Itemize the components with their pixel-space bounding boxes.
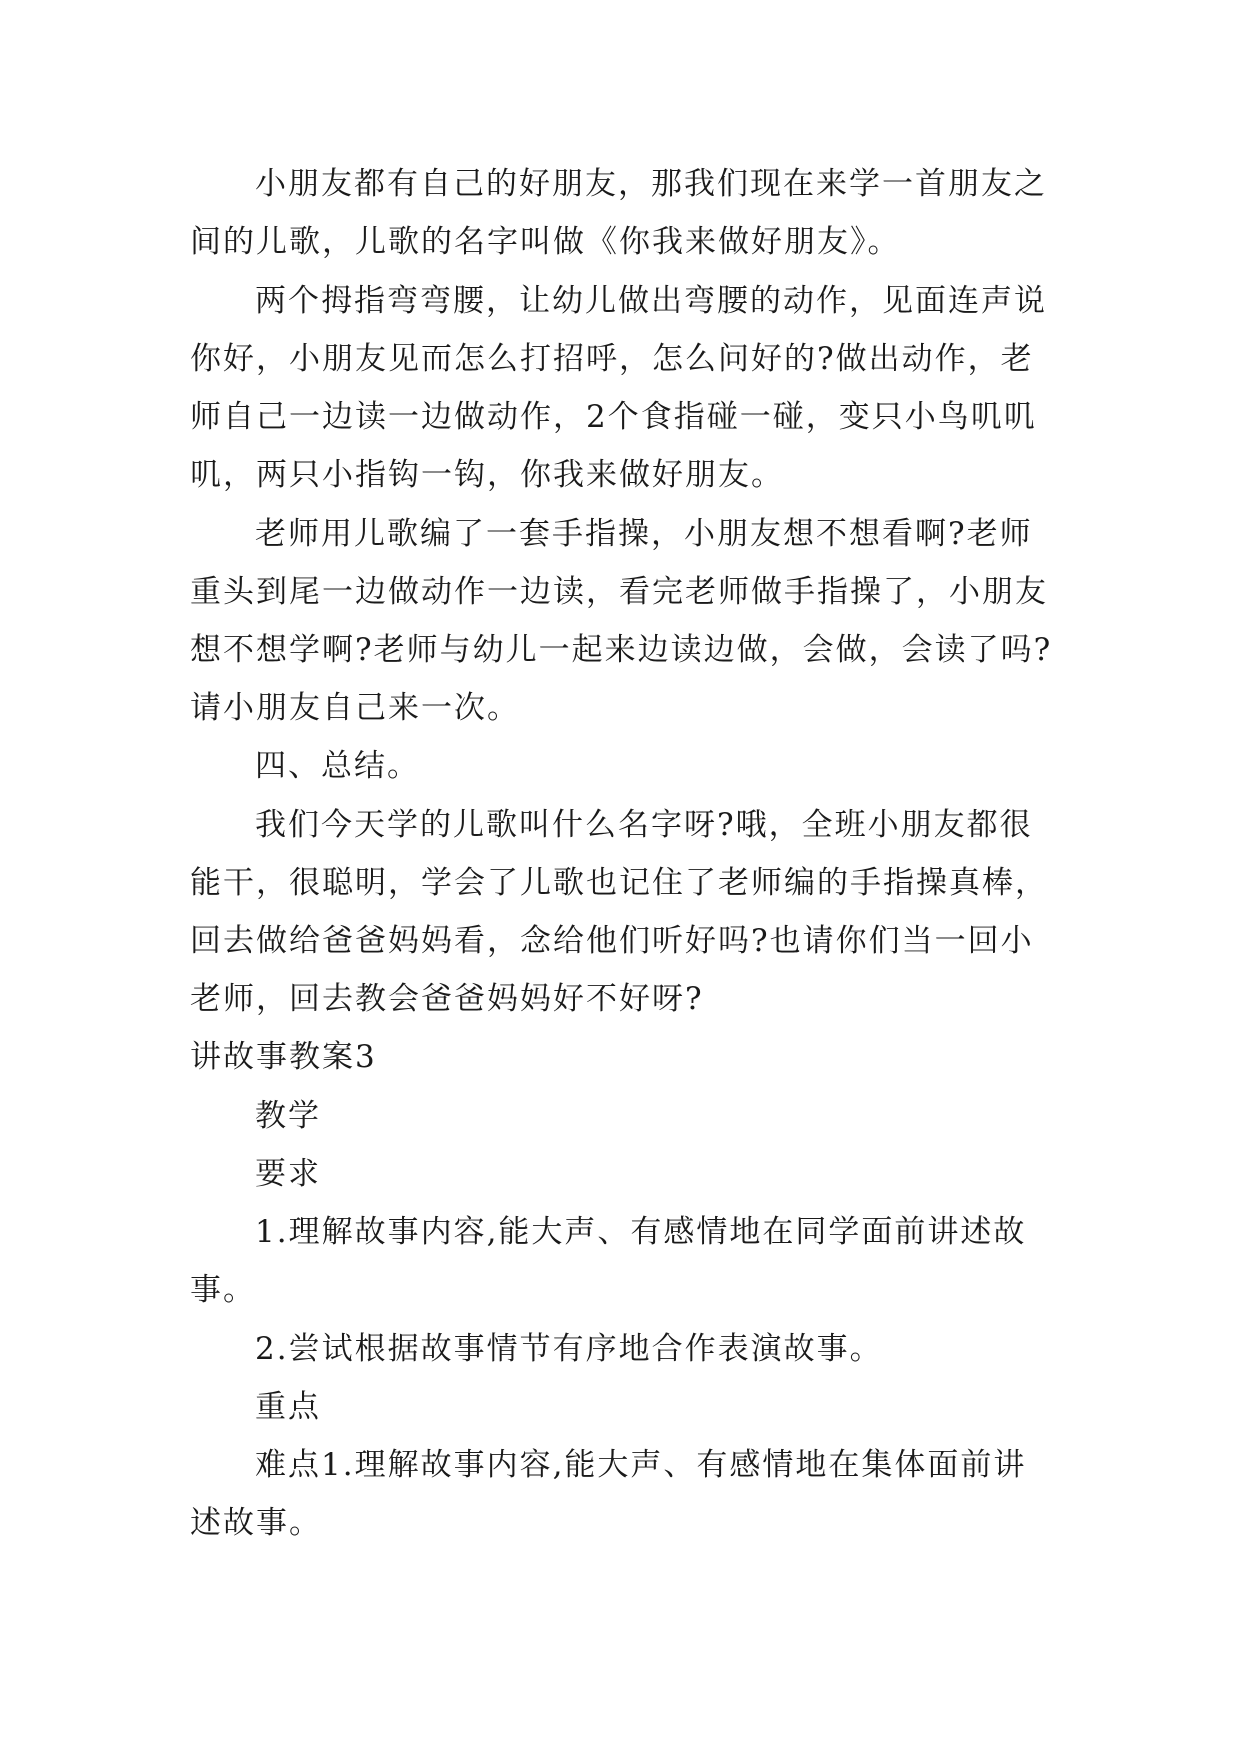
text-line: 小朋友都有自己的好朋友，那我们现在来学一首朋友之 bbox=[255, 166, 1047, 202]
text-line: 想不想学啊?老师与幼儿一起来边读边做，会做，会读了吗? bbox=[190, 632, 1053, 668]
text-line: 难点1.理解故事内容,能大声、有感情地在集体面前讲 bbox=[255, 1447, 1027, 1483]
document-title: 讲故事教案3 bbox=[190, 1039, 377, 1075]
text-line: 你好，小朋友见而怎么打招呼，怎么问好的?做出动作，老 bbox=[190, 341, 1034, 377]
text-line: 能干，很聪明，学会了儿歌也记住了老师编的手指操真棒， bbox=[190, 865, 1048, 901]
text-line: 老师用儿歌编了一套手指操，小朋友想不想看啊?老师 bbox=[255, 516, 1033, 552]
text-line: 述故事。 bbox=[190, 1505, 322, 1541]
text-line: 回去做给爸爸妈妈看，念给他们听好吗?也请你们当一回小 bbox=[190, 923, 1034, 959]
text-line: 师自己一边读一边做动作，2个食指碰一碰，变只小鸟叽叽 bbox=[190, 399, 1037, 435]
section-label: 要求 bbox=[255, 1156, 321, 1192]
text-line: 重头到尾一边做动作一边读，看完老师做手指操了，小朋友 bbox=[190, 574, 1048, 610]
text-line: 事。 bbox=[190, 1272, 256, 1308]
section-heading: 四、总结。 bbox=[255, 748, 420, 784]
text-line: 1.理解故事内容,能大声、有感情地在同学面前讲述故 bbox=[255, 1214, 1027, 1250]
section-label: 重点 bbox=[255, 1389, 321, 1425]
text-line: 2.尝试根据故事情节有序地合作表演故事。 bbox=[255, 1331, 883, 1367]
text-line: 老师，回去教会爸爸妈妈好不好呀? bbox=[190, 981, 704, 1017]
text-line: 叽，两只小指钩一钩，你我来做好朋友。 bbox=[190, 457, 784, 493]
text-line: 请小朋友自己来一次。 bbox=[190, 690, 520, 726]
text-line: 我们今天学的儿歌叫什么名字呀?哦，全班小朋友都很 bbox=[255, 807, 1033, 843]
section-label: 教学 bbox=[255, 1098, 321, 1134]
text-line: 两个拇指弯弯腰，让幼儿做出弯腰的动作，见面连声说 bbox=[255, 283, 1047, 319]
text-line: 间的儿歌，儿歌的名字叫做《你我来做好朋友》。 bbox=[190, 224, 901, 260]
